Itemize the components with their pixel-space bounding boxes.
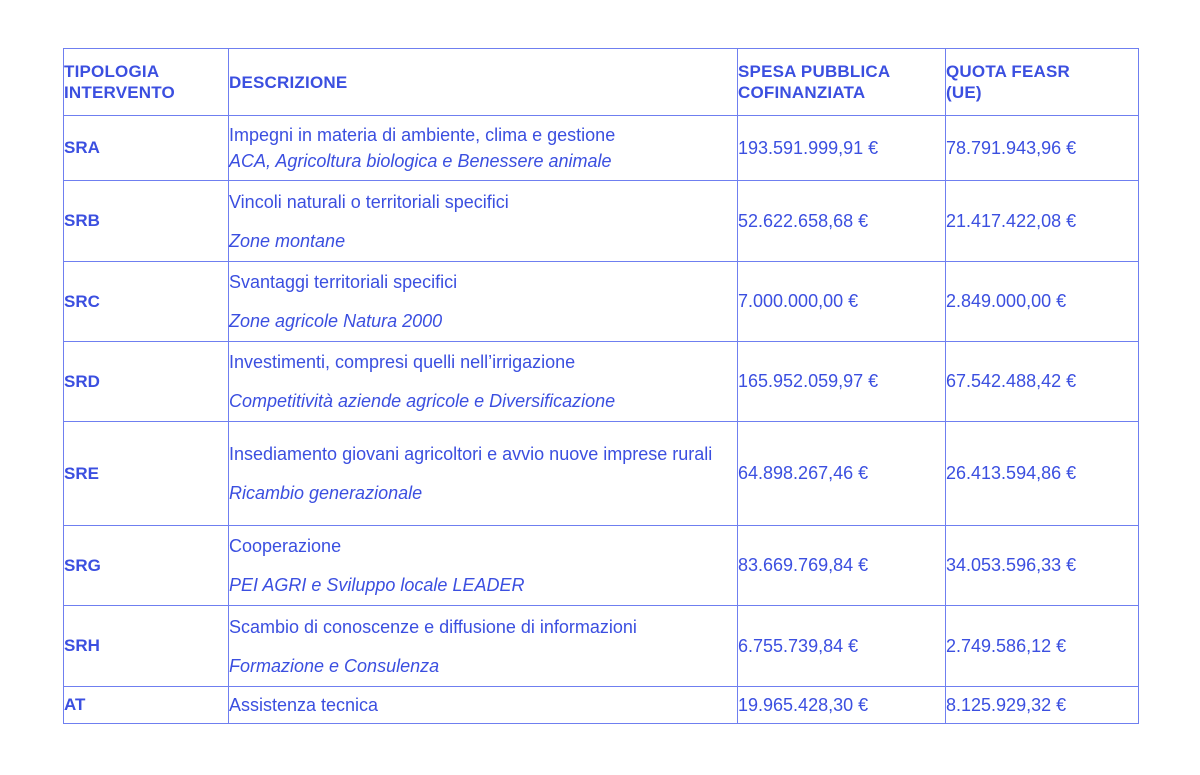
row-description xyxy=(229,422,738,526)
row-code: SRA xyxy=(64,116,229,181)
row-code: SRB xyxy=(64,181,229,262)
row-quota: 78.791.943,96 € xyxy=(946,116,1139,181)
row-description-main: Insediamento giovani agricoltori e avvio nuove imprese rurali xyxy=(229,444,713,464)
row-quota: 8.125.929,32 € xyxy=(946,687,1139,724)
row-spesa: 6.755.739,84 € xyxy=(738,606,946,687)
row-spesa: 52.622.658,68 € xyxy=(738,181,946,262)
table-row xyxy=(64,262,1139,342)
row-description-main: Assistenza tecnica xyxy=(229,695,379,715)
header-descrizione: DESCRIZIONE xyxy=(229,49,738,116)
table-row xyxy=(64,606,1139,687)
row-description-sub: Ricambio generazionale xyxy=(229,483,423,503)
row-description xyxy=(229,606,738,687)
row-code: SRH xyxy=(64,606,229,687)
row-description-sub: Competitività aziende agricole e Diversificazione xyxy=(229,391,616,411)
row-description-sub: Zone agricole Natura 2000 xyxy=(229,311,443,331)
row-spesa: 165.952.059,97 € xyxy=(738,342,946,422)
row-description-main: Investimenti, compresi quelli nell’irrigazione xyxy=(229,352,576,372)
table-row xyxy=(64,526,1139,606)
row-description-main: Svantaggi territoriali specifici xyxy=(229,272,458,292)
header-tipologia-line1: TIPOLOGIA xyxy=(64,62,160,81)
row-description-sub: ACA, Agricoltura biologica e Benessere animale xyxy=(229,151,612,171)
header-row xyxy=(64,49,1139,116)
row-quota: 34.053.596,33 € xyxy=(946,526,1139,606)
row-code: SRE xyxy=(64,422,229,526)
row-quota: 2.749.586,12 € xyxy=(946,606,1139,687)
table-row xyxy=(64,687,1139,724)
row-description xyxy=(229,687,738,724)
row-description xyxy=(229,116,738,181)
header-quota-line1: QUOTA FEASR xyxy=(946,62,1071,81)
row-description xyxy=(229,526,738,606)
row-description xyxy=(229,181,738,262)
row-description-sub: Zone montane xyxy=(229,230,346,251)
table-row xyxy=(64,116,1139,181)
row-spesa: 19.965.428,30 € xyxy=(738,687,946,724)
row-code: SRC xyxy=(64,262,229,342)
intervention-table xyxy=(63,48,1139,724)
header-spesa-line2: COFINANZIATA xyxy=(738,83,866,102)
row-spesa: 7.000.000,00 € xyxy=(738,262,946,342)
row-quota: 26.413.594,86 € xyxy=(946,422,1139,526)
row-description-sub: Formazione e Consulenza xyxy=(229,655,440,676)
row-description-sub: PEI AGRI e Sviluppo locale LEADER xyxy=(229,575,525,595)
row-description-main: Vincoli naturali o territoriali specifici xyxy=(229,191,509,212)
header-spesa xyxy=(738,49,946,116)
header-quota-line2: (UE) xyxy=(946,83,982,102)
row-description-main: Cooperazione xyxy=(229,536,342,556)
header-tipologia xyxy=(64,49,229,116)
table-row xyxy=(64,181,1139,262)
row-quota: 2.849.000,00 € xyxy=(946,262,1139,342)
row-description xyxy=(229,342,738,422)
row-code: SRG xyxy=(64,526,229,606)
row-code: SRD xyxy=(64,342,229,422)
table-row xyxy=(64,342,1139,422)
row-spesa: 83.669.769,84 € xyxy=(738,526,946,606)
row-spesa: 64.898.267,46 € xyxy=(738,422,946,526)
row-description-main: Impegni in materia di ambiente, clima e gestione xyxy=(229,125,616,145)
header-tipologia-line2: INTERVENTO xyxy=(64,83,175,102)
row-quota: 67.542.488,42 € xyxy=(946,342,1139,422)
row-description-main: Scambio di conoscenze e diffusione di informazioni xyxy=(229,616,637,637)
row-quota: 21.417.422,08 € xyxy=(946,181,1139,262)
header-spesa-line1: SPESA PUBBLICA xyxy=(738,62,891,81)
row-description xyxy=(229,262,738,342)
table-row xyxy=(64,422,1139,526)
header-quota xyxy=(946,49,1139,116)
row-spesa: 193.591.999,91 € xyxy=(738,116,946,181)
row-code: AT xyxy=(64,687,229,724)
